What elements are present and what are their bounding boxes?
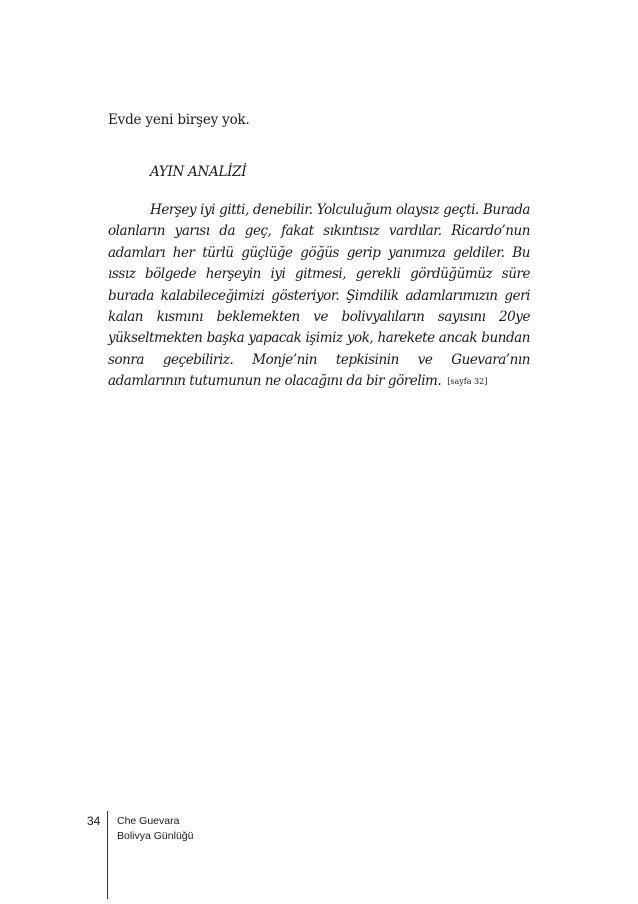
page-number: 34 [87,814,101,828]
footer-author: Che Guevara [117,815,180,827]
analysis-text: Herşey iyi gitti, denebilir. Yolculuğum olaysız geçti. Burada olanların yarısı da geç, fakat sıkıntısız vardılar. Ricardo’nun adamları her türlü güçlüğe göğüs gerip yanımıza geldiler. Bu ıssız bölgede herşeyin iyi gitmesi, gerekli gördüğümüz süre burada kalabileceğimizi gösteriyor. Şimdilik adamlarımızın geri kalan kısmını beklemekten ve bolivyalıların sayısını 20ye yükseltmekten başka yapacak işimiz yok, harekete ancak bundan sonra geçebiliriz. Monje’nin tepkisinin ve Guevara’nın adamlarının tutumunun ne olacağını da bir görelim. [108,202,530,390]
intro-sentence: Evde yeni birşey yok. [108,112,250,128]
section-heading: AYIN ANALİZİ [150,164,247,180]
analysis-paragraph [108,200,530,393]
page-reference: [sayfa 32] [447,377,488,387]
footer-divider [107,811,108,899]
footer-book-title: Bolivya Günlüğü [117,830,194,842]
running-footer [117,814,193,844]
